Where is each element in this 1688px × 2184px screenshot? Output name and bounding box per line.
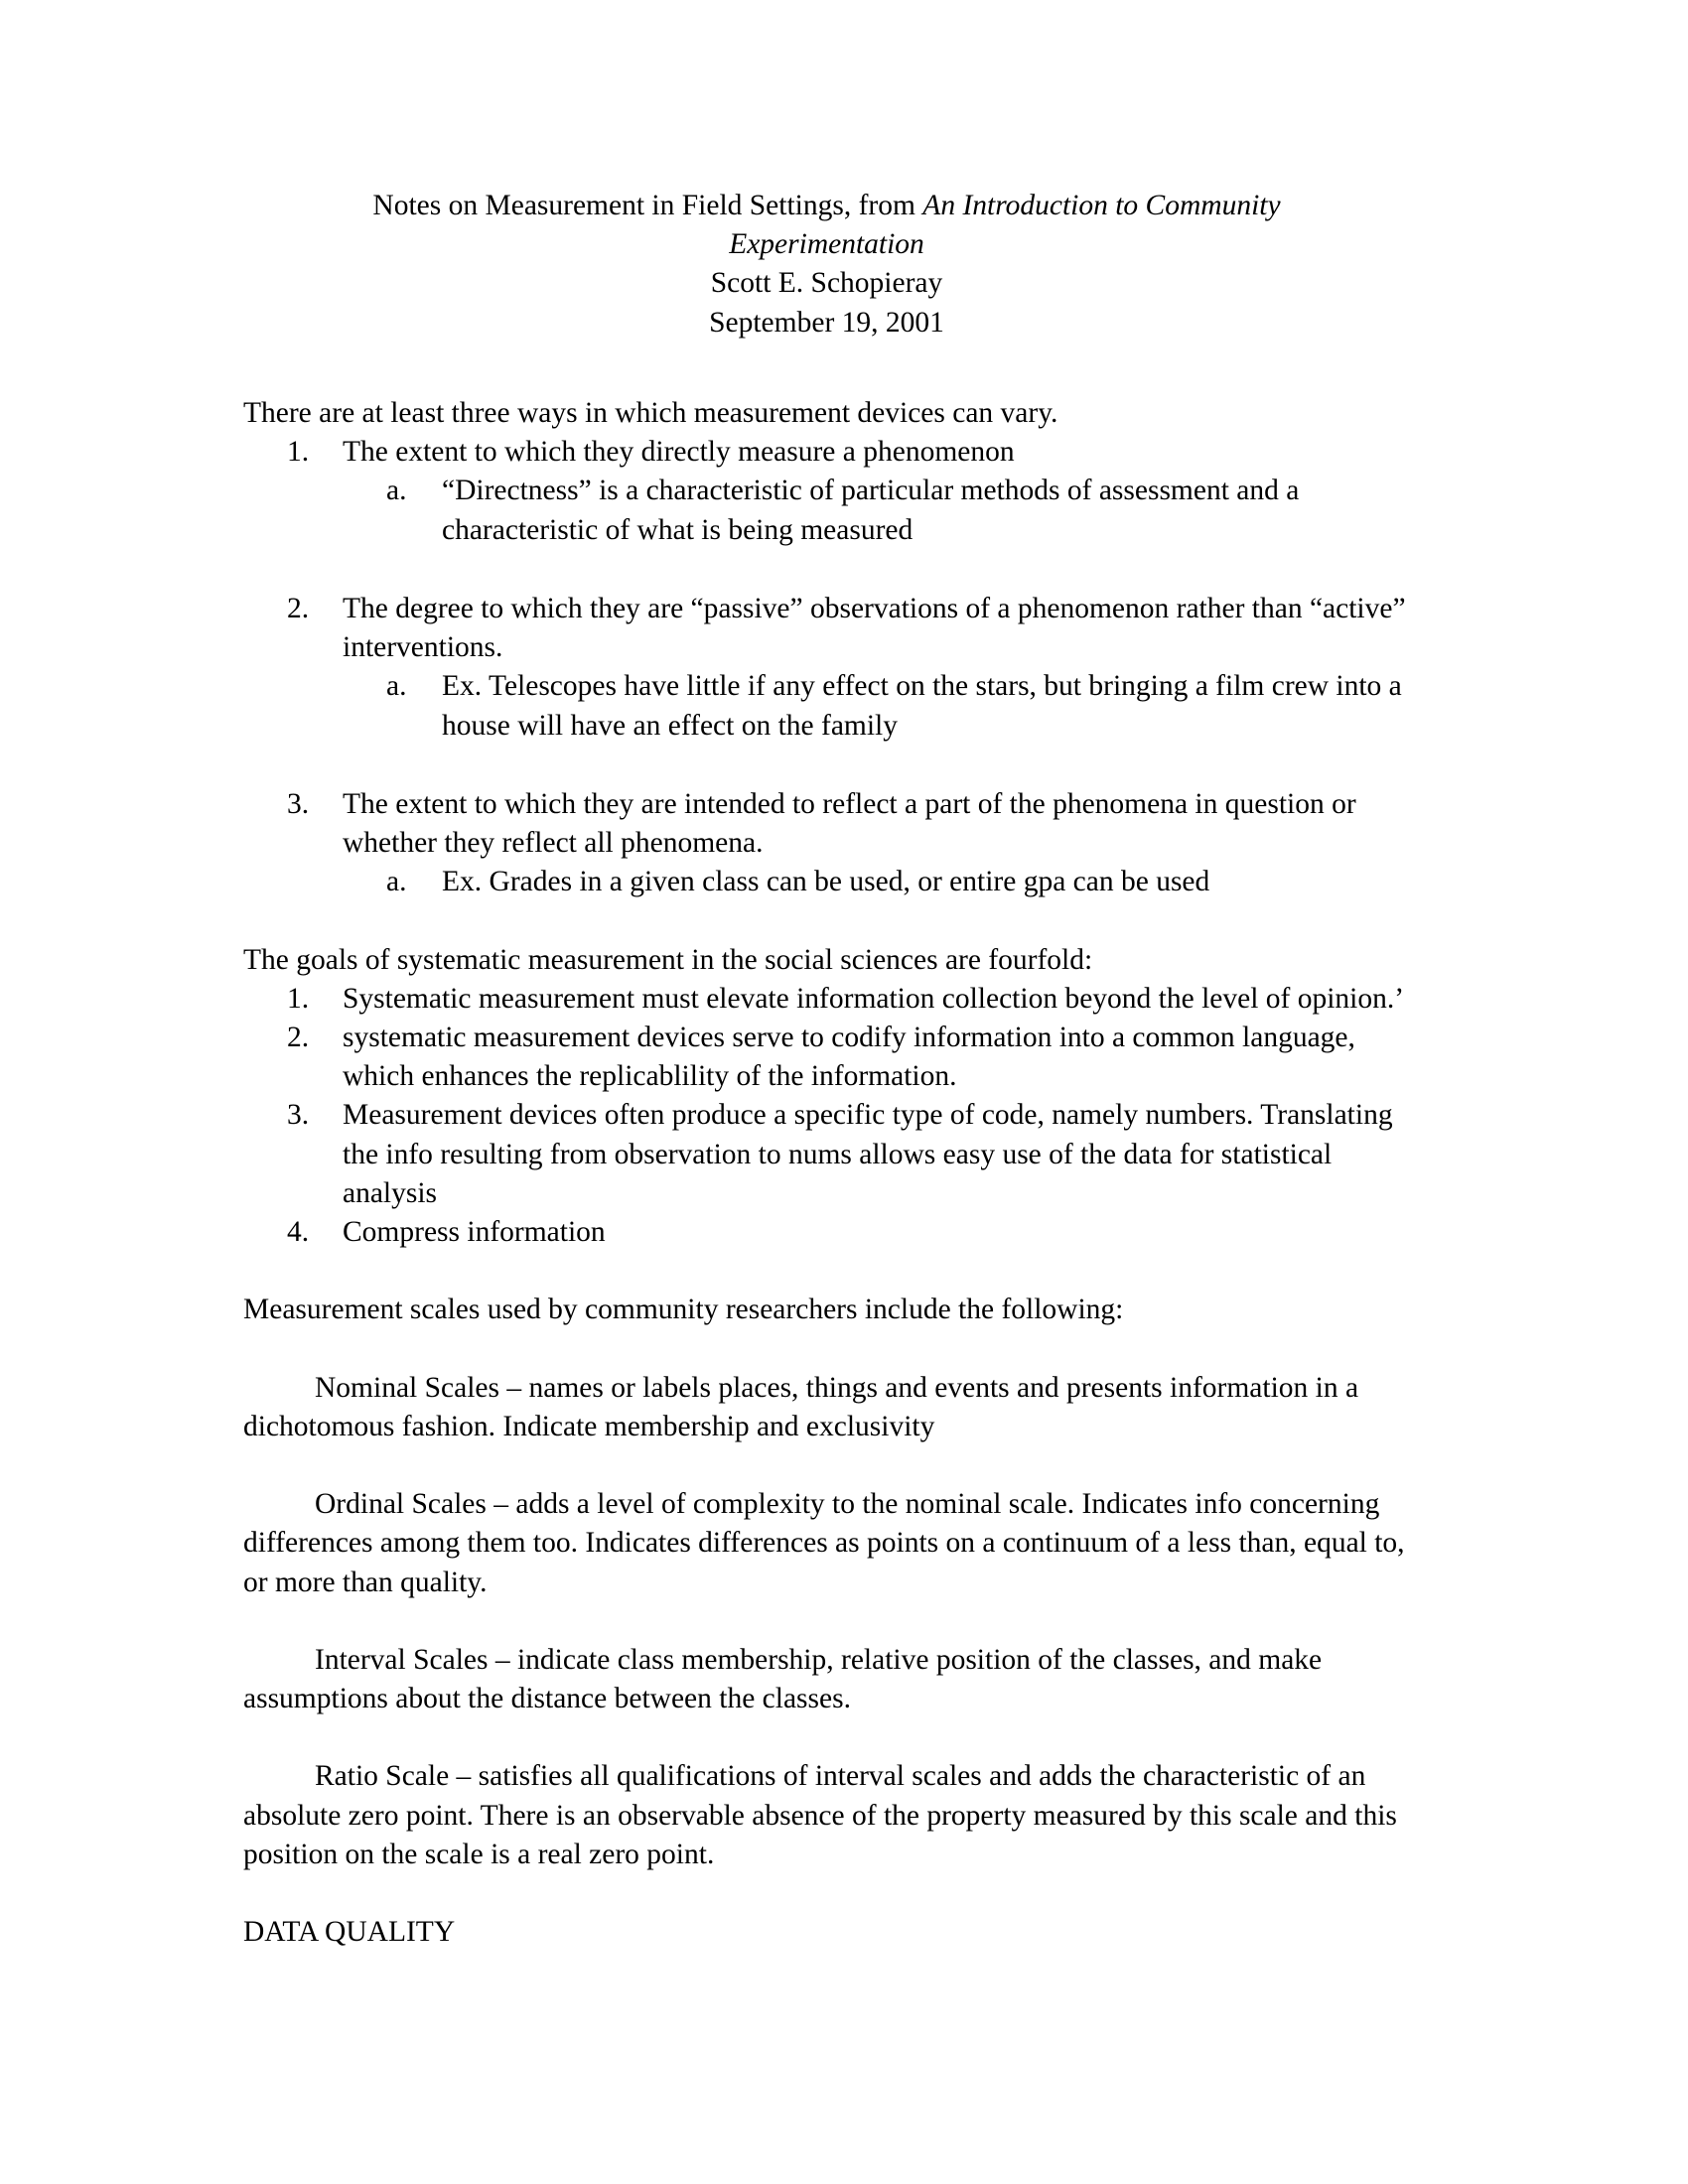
variation-sublist	[343, 667, 1410, 745]
list-item-text: systematic measurement devices serve to codify information into a common language, which enhances the replicablility of the information.	[343, 1021, 1355, 1093]
list-gap	[343, 746, 1410, 785]
document-title	[243, 187, 1410, 225]
list-item-text: Measurement devices often produce a specific type of code, namely numbers. Translating the info resulting from observation to nums allows easy use of the data for statistical analysis	[343, 1099, 1393, 1209]
list-item-text: The extent to which they are intended to reflect a part of the phenomena in question or whether they reflect all phenomena.	[343, 787, 1356, 860]
list-marker: 2.	[287, 1021, 310, 1053]
paragraph-spacer	[243, 1718, 1410, 1757]
list-marker: 2.	[287, 592, 310, 624]
paragraph-spacer	[243, 1874, 1410, 1913]
goals-intro: The goals of systematic measurement in the social sciences are fourfold:	[243, 943, 1093, 976]
list-item	[243, 1213, 1410, 1252]
paragraph-spacer	[243, 1446, 1410, 1485]
interval-scales-paragraph: Interval Scales – indicate class membership, relative position of the classes, and make assumptions about the distance between the classes.	[243, 1643, 1323, 1715]
list-gap	[343, 550, 1410, 590]
variation-list	[243, 433, 1410, 901]
list-marker: 1.	[287, 436, 310, 469]
paragraph-spacer	[243, 1330, 1410, 1369]
list-item-text: Ex. Grades in a given class can be used, or entire gpa can be used	[442, 866, 1210, 898]
list-item-text: The degree to which they are “passive” observations of a phenomenon rather than “active” interventions.	[343, 592, 1406, 664]
document-title-block	[243, 187, 1410, 342]
list-item	[243, 433, 1410, 550]
ordinal-scales-paragraph: Ordinal Scales – adds a level of complexity to the nominal scale. Indicates info concerning differences among them too. Indicates differences as points on a continuum of a less than, equal to, or more than quality.	[243, 1488, 1405, 1598]
scales-intro: Measurement scales used by community researchers include the following:	[243, 1294, 1124, 1326]
list-marker: 3.	[287, 787, 310, 820]
list-item	[243, 1096, 1410, 1213]
list-item-text: The extent to which they directly measure a phenomenon	[343, 436, 1015, 469]
list-marker: a.	[386, 866, 407, 898]
list-item	[343, 667, 1410, 745]
list-marker: 1.	[287, 982, 310, 1015]
section-spacer	[243, 1252, 1410, 1291]
document-body	[243, 187, 1410, 1952]
variation-intro: There are at least three ways in which measurement devices can vary.	[243, 396, 1058, 429]
list-item	[243, 1019, 1410, 1096]
title-source-italic: An Introduction to Community	[922, 190, 1281, 221]
list-item-text: “Directness” is a characteristic of particular methods of assessment and a characteristic of what is being measured	[442, 475, 1300, 546]
list-marker: 3.	[287, 1099, 310, 1132]
variation-sublist	[343, 472, 1410, 549]
document-author: Scott E. Schopieray	[710, 267, 943, 300]
list-item-text: Compress information	[343, 1216, 606, 1249]
list-item	[243, 550, 1410, 746]
goals-list	[243, 980, 1410, 1253]
list-marker: a.	[386, 670, 407, 703]
list-item-text: Ex. Telescopes have little if any effect on the stars, but bringing a film crew into a house will have an effect on the family	[442, 670, 1402, 742]
ratio-scale-paragraph: Ratio Scale – satisfies all qualifications of interval scales and adds the characteristic of an absolute zero point. There is an observable absence of the property measured by this scale and this position on the scale is a real zero point.	[243, 1760, 1397, 1870]
variation-sublist	[343, 863, 1410, 901]
list-item	[343, 863, 1410, 901]
title-source-italic-cont: Experimentation	[729, 228, 924, 261]
section-spacer	[243, 902, 1410, 941]
title-prefix: Notes on Measurement in Field Settings, from	[372, 190, 923, 221]
paragraph-spacer	[243, 1602, 1410, 1641]
list-item	[343, 472, 1410, 549]
list-marker: a.	[386, 475, 407, 507]
list-item-text: Systematic measurement must elevate information collection beyond the level of opinion.’	[343, 982, 1405, 1015]
list-item	[243, 746, 1410, 902]
document-date: September 19, 2001	[709, 306, 944, 339]
nominal-scales-paragraph: Nominal Scales – names or labels places, things and events and presents information in a dichotomous fashion. Indicate membership and exclusivity	[243, 1371, 1359, 1442]
list-marker: 4.	[287, 1216, 310, 1249]
data-quality-heading: DATA QUALITY	[243, 1915, 456, 1948]
list-item	[243, 980, 1410, 1019]
